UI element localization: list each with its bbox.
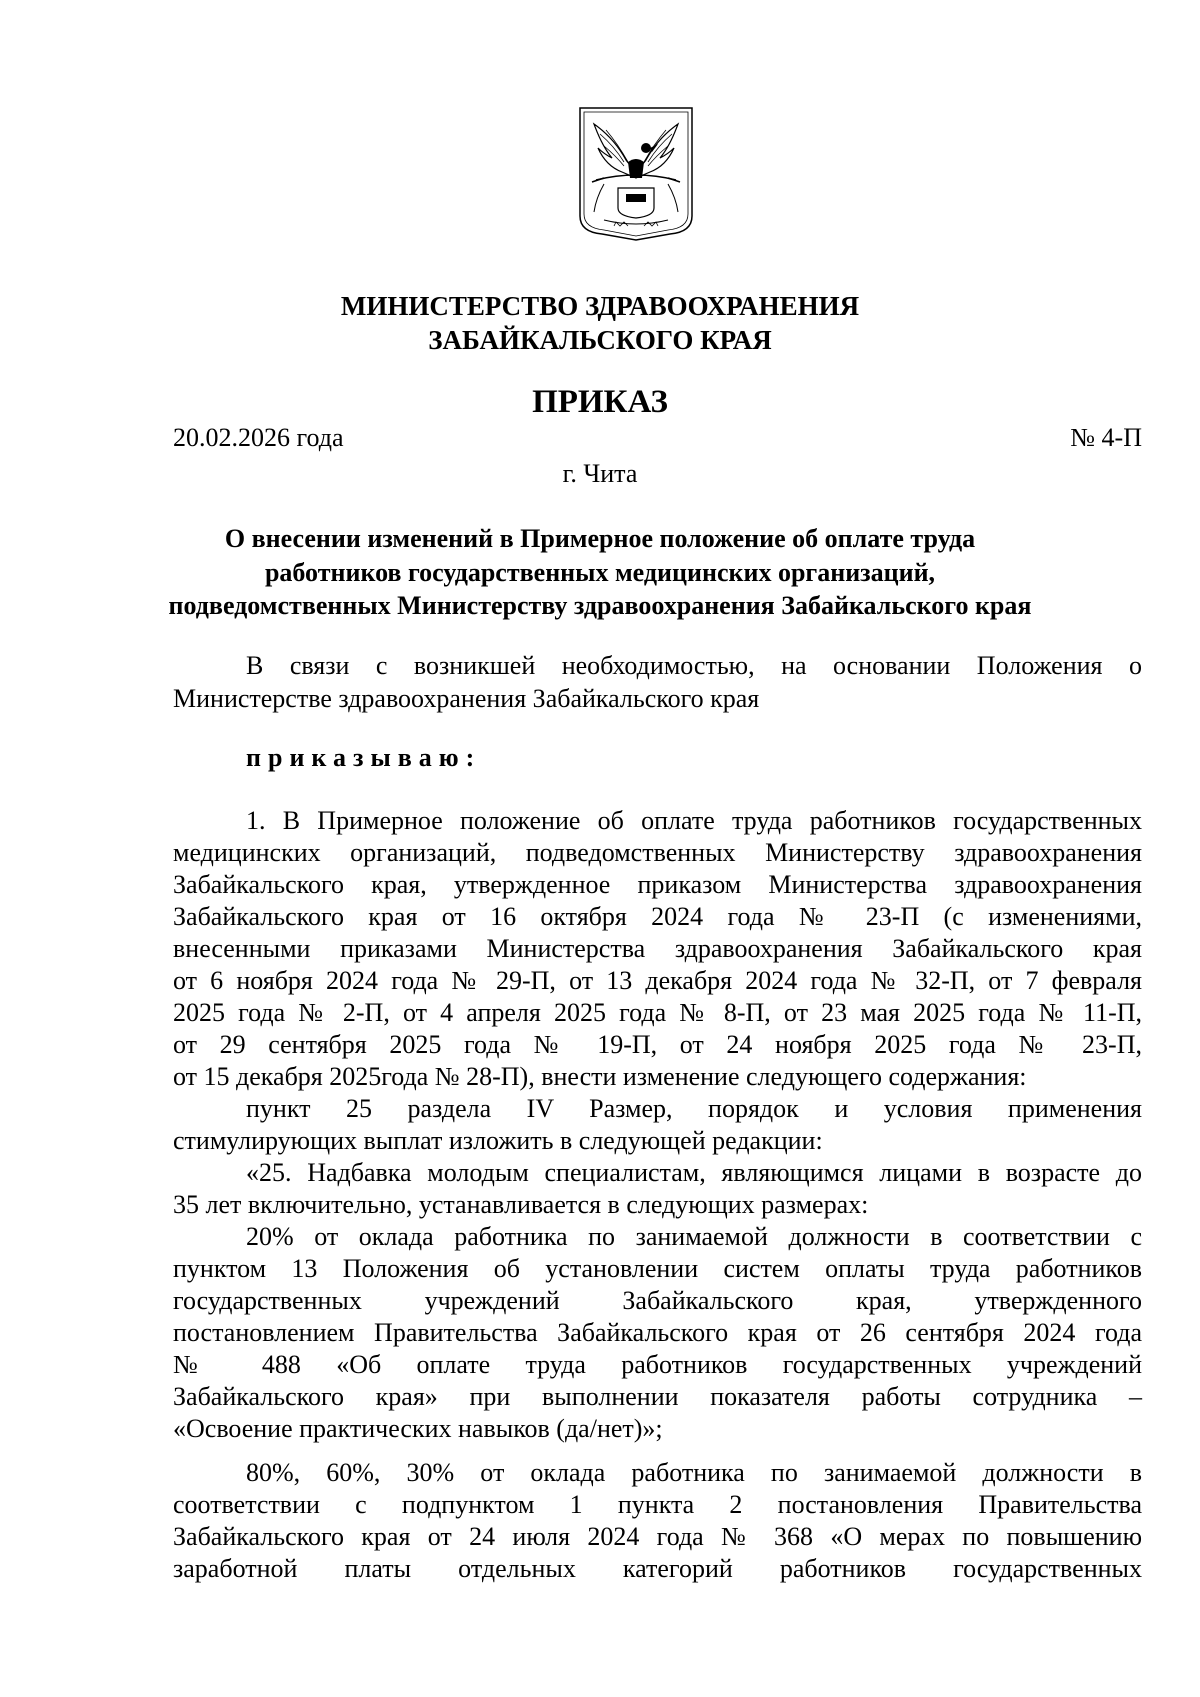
subject-line2: работников государственных медицинских организаций,	[264, 558, 936, 587]
body-line: «25. Надбавка молодым специалистам, являющимся лицами в возрасте до	[246, 1158, 1142, 1187]
coat-of-arms-emblem	[574, 104, 698, 242]
preamble-line2: Министерстве здравоохранения Забайкальского края	[173, 684, 760, 713]
order-word: приказываю:	[246, 743, 482, 772]
body-line: от 15 декабря 2025года № 28-П), внести изменение следующего содержания:	[173, 1062, 1027, 1091]
body-line: 80%, 60%, 30% от оклада работника по занимаемой должности в	[246, 1458, 1142, 1487]
body-line: медицинских организаций, подведомственных Министерству здравоохранения	[173, 838, 1142, 867]
ministry-name-line2: ЗАБАЙКАЛЬСКОГО КРАЯ	[428, 325, 772, 355]
body-line: Забайкальского края» при выполнении показателя работы сотрудника –	[173, 1382, 1142, 1411]
subject-line3: подведомственных Министерству здравоохранения Забайкальского края	[168, 591, 1032, 620]
body-line: 20% от оклада работника по занимаемой должности в соответствии с	[246, 1222, 1142, 1251]
body-line: постановлением Правительства Забайкальского края от 26 сентября 2024 года	[173, 1318, 1142, 1347]
body-line: 2025 года № 2-П, от 4 апреля 2025 года № 8-П, от 23 мая 2025 года № 11-П,	[173, 998, 1142, 1027]
body-line: Забайкальского края, утвержденное приказом Министерства здравоохранения	[173, 870, 1142, 899]
body-line: пунктом 13 Положения об установлении систем оплаты труда работников	[173, 1254, 1142, 1283]
preamble-line1: В связи с возникшей необходимостью, на основании Положения о	[246, 651, 1142, 680]
document-number: № 4-П	[1070, 423, 1142, 452]
body-line: стимулирующих выплат изложить в следующей редакции:	[173, 1126, 823, 1155]
document-type-title: ПРИКАЗ	[532, 384, 668, 420]
body-line: 35 лет включительно, устанавливается в следующих размерах:	[173, 1190, 869, 1219]
subject-line1: О внесении изменений в Примерное положение об оплате труда	[224, 524, 976, 553]
document-date: 20.02.2026 года	[173, 423, 344, 452]
body-line: Забайкальского края от 24 июля 2024 года № 368 «О мерах по повышению	[173, 1522, 1142, 1551]
body-line: государственных учреждений Забайкальского края, утвержденного	[173, 1286, 1142, 1315]
body-line: соответствии с подпунктом 1 пункта 2 постановления Правительства	[173, 1490, 1142, 1519]
body-line: № 488 «Об оплате труда работников государственных учреждений	[173, 1350, 1142, 1379]
body-line: пункт 25 раздела IV Размер, порядок и условия применения	[246, 1094, 1142, 1123]
body-line: от 6 ноября 2024 года № 29-П, от 13 декабря 2024 года № 32-П, от 7 февраля	[173, 966, 1142, 995]
document-city: г. Чита	[562, 459, 638, 488]
body-line: Забайкальского края от 16 октября 2024 года № 23-П (с изменениями,	[173, 902, 1142, 931]
body-line: «Освоение практических навыков (да/нет)»;	[173, 1414, 663, 1443]
body-line: внесенными приказами Министерства здравоохранения Забайкальского края	[173, 934, 1142, 963]
body-line: 1. В Примерное положение об оплате труда работников государственных	[246, 806, 1142, 835]
body-line: от 29 сентября 2025 года № 19-П, от 24 ноября 2025 года № 23-П,	[173, 1030, 1142, 1059]
ministry-name-line1: МИНИСТЕРСТВО ЗДРАВООХРАНЕНИЯ	[340, 291, 860, 321]
body-line: заработной платы отдельных категорий работников государственных	[173, 1554, 1142, 1583]
